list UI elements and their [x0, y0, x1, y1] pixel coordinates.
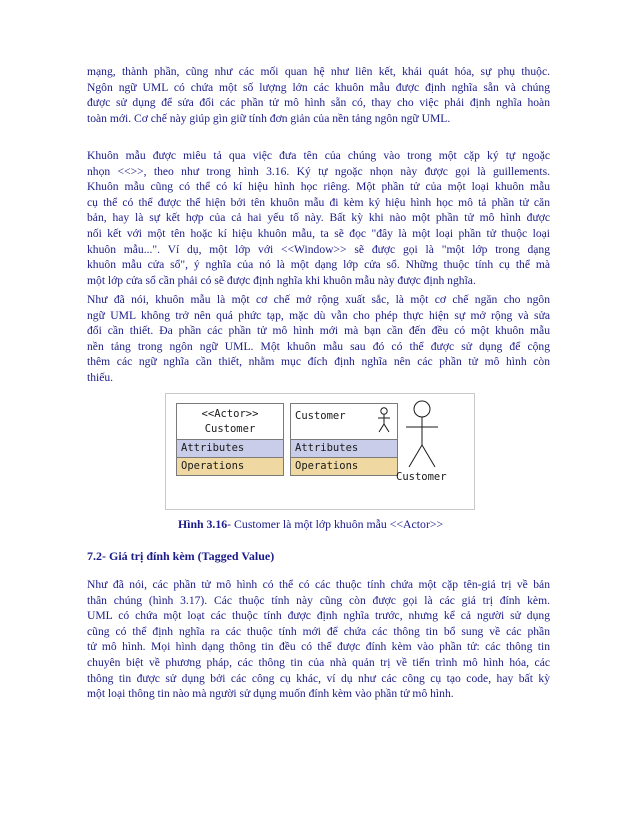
stereotype-label: <<Actor>> [201, 408, 259, 420]
text-line: chuyên biệt về phương pháp, các thông tin của nhà quản trị về tiến trình mô hình hóa, các [87, 655, 550, 669]
class-header [177, 404, 283, 440]
caption-text: - Customer là một lớp khuôn mẫu <<Actor>> [227, 517, 444, 531]
text-line: Như đã nói, các phần tử mô hình có thể có các thuộc tính chứa một cặp tên-giá trị về bản [87, 578, 550, 591]
text-line: thiếu. [87, 370, 114, 384]
text-line: nối kết với một tên hoặc kí hiệu khuôn mẫu, ta sẽ đọc "đây là một loại phần tử thuộc loại [87, 226, 550, 240]
text-line: một loại thông tin nào mà người sử dụng muốn đính kèm vào phần tử mô hình. [87, 687, 454, 701]
text-line: Khuôn mẫu cũng có thể có kí hiệu hình học riêng. Một phần tử của một loại khuôn mẫu [87, 180, 550, 194]
text-line: Khuôn mẫu được miêu tả qua việc đưa tên của chúng vào trong một cặp ký tự ngoặc [87, 149, 550, 162]
attributes-compartment: Attributes [291, 440, 397, 458]
paragraph-stereotype-extension [87, 292, 550, 386]
text-line: bản, hay là sự kết hợp của cả hai yếu tố này. Bất kỳ khi nào một phần tử mô hình được [87, 211, 550, 225]
class-name: Customer [204, 423, 256, 435]
text-line: Ngôn ngữ UML có chứa một số lượng lớn các khuôn mẫu được định nghĩa sẵn và chúng [87, 80, 550, 94]
text-line: thêm các ngữ nghĩa cần thiết, nhằm mục đích định nghĩa nên các phần tử mô hình còn [87, 355, 550, 369]
class-name: Customer [295, 410, 346, 422]
class-box-actor-stereotype [176, 403, 284, 476]
text-line: ngữ UML không trở nên quá phức tạp, mặc dù vẫn cho phép thực hiện sự mở rộng và sửa [87, 308, 550, 322]
text-line: đổi cần thiết. Đa phần các phần tử mô hình mới mà bạn cần đến đều có một khuôn mẫu [87, 324, 550, 338]
text-line: thông tin được sử dụng bởi các công cụ khác, ví dụ như các công cụ tạo code, hay bất kỳ [87, 671, 550, 685]
actor-label: Customer [396, 471, 447, 483]
paragraph-tagged-value [87, 577, 550, 702]
text-line: UML có chứa một loạt các thuộc tính được định nghĩa trước, nhưng kể cả người sử dụng [87, 609, 550, 623]
paragraph-stereotypes-intro [87, 64, 550, 126]
figure-stereotype-diagram [165, 393, 475, 510]
class-box-actor-icon [290, 403, 398, 476]
text-line: nền tảng trong ngôn ngữ UML. Một khuôn mẫu sau đó có thể được sử dụng để cộng [87, 339, 550, 353]
operations-compartment: Operations [177, 458, 283, 475]
text-line: cụ thể có thể được thể hiện bởi tên khuôn mẫu đi kèm ký hiệu hình học mô tả phần tử căn [87, 195, 550, 209]
text-line: cũng có thể định nghĩa ra các thuộc tính mới để chứa các thông tin bổ sung về các phần [87, 624, 550, 638]
caption-label: Hình 3.16 [178, 517, 228, 531]
paragraph-stereotype-notation [87, 148, 550, 288]
text-line: toàn mới. Cơ chế này giúp gìn giữ tính đơn giản của nền tảng ngôn ngữ UML. [87, 111, 451, 125]
text-line: Như đã nói, khuôn mẫu là một cơ chế mở rộng xuất sắc, là một cơ chế ngăn cho ngôn [87, 293, 550, 306]
class-header [291, 404, 397, 440]
attributes-compartment: Attributes [177, 440, 283, 458]
text-line: nhọn <<>>, theo như trong hình 3.16. Ký tự ngoặc nhọn này được gọi là guillements. [87, 164, 550, 178]
actor-icon [377, 407, 391, 433]
section-heading: 7.2- Giá trị đính kèm (Tagged Value) [87, 549, 275, 563]
operations-compartment: Operations [291, 458, 397, 475]
text-line: thân chúng (hình 3.17). Các thuộc tính này cũng còn được gọi là các giá trị đính kèm. [87, 593, 550, 607]
text-line: được sử dụng để sửa đổi các phần tử mô hình sẵn có, thay cho việc phải định nghĩa hoàn [87, 96, 550, 110]
stick-figure-icon [402, 399, 442, 471]
text-line: khuôn mẫu cửa sổ", ý nghĩa của nó là một dạng lớp cửa sổ. Những thuộc tính cụ thể mà [87, 258, 550, 272]
text-line: tử mô hình. Mọi hình dạng thông tin đều có thể được đính kèm vào phần tử: các thông tin [87, 640, 550, 654]
text-line: một lớp cửa sổ cần phải có sẽ được định nghĩa khi khuôn mẫu này được định nghĩa. [87, 273, 476, 287]
text-line: mạng, thành phần, cũng như các mối quan hệ như liên kết, khái quát hóa, sự phụ thuộc. [87, 65, 550, 78]
text-line: khuôn mẫu...". Ví dụ, một lớp với <<Window>> sẽ được gọi là "một lớp trong dạng [87, 242, 550, 256]
figure-caption [178, 517, 443, 532]
